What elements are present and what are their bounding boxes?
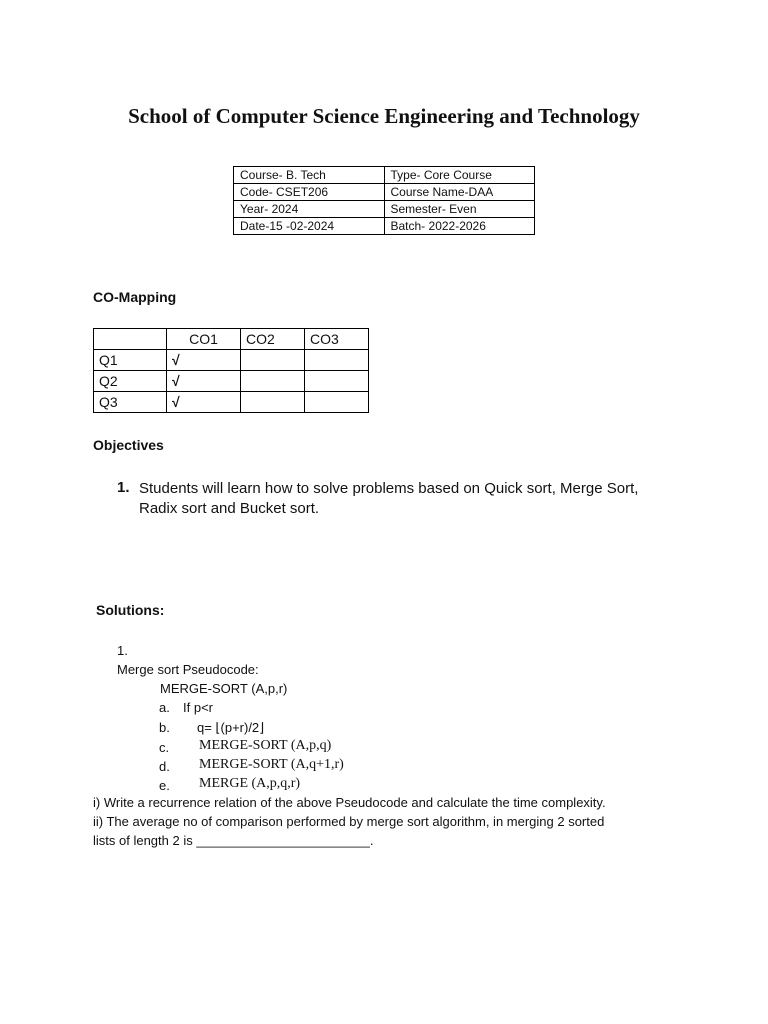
solution-intro: Merge sort Pseudocode: — [117, 662, 259, 677]
objective-number: 1. — [117, 479, 130, 496]
table-row — [94, 350, 369, 371]
step-text: q= ⌊(p+r)/2⌋ — [197, 720, 265, 735]
solutions-heading: Solutions: — [96, 602, 165, 618]
pseudocode-function: MERGE-SORT (A,p,r) — [160, 681, 288, 696]
table-cell: Date-15 -02-2024 — [234, 218, 385, 235]
objective-text: Students will learn how to solve problems based on Quick sort, Merge Sort, Radix sort and Bucket sort. — [139, 480, 639, 517]
table-header-cell — [94, 329, 167, 350]
table-cell — [241, 371, 305, 392]
step-text: MERGE-SORT (A,q+1,r) — [199, 757, 344, 772]
table-cell: Semester- Even — [384, 201, 535, 218]
table-header-cell: CO2 — [241, 329, 305, 350]
table-row — [94, 392, 369, 413]
step-letter: a. — [159, 700, 170, 715]
step-letter: b. — [159, 720, 170, 735]
check-mark: √ — [167, 392, 241, 413]
table-cell: Type- Core Course — [384, 167, 535, 184]
co-mapping-heading: CO-Mapping — [93, 289, 177, 305]
table-cell: Q1 — [94, 350, 167, 371]
step-text: MERGE (A,p,q,r) — [199, 776, 301, 791]
step-text: If p<r — [183, 700, 213, 715]
step-letter: e. — [159, 778, 170, 793]
page-title: School of Computer Science Engineering and Technology — [128, 104, 640, 128]
table-row — [234, 167, 535, 184]
table-cell — [305, 371, 369, 392]
table-cell — [305, 350, 369, 371]
table-cell — [241, 392, 305, 413]
question-text: i) Write a recurrence relation of the above Pseudocode and calculate the time complexity. — [93, 795, 606, 810]
check-mark: √ — [167, 371, 241, 392]
table-header-cell: CO3 — [305, 329, 369, 350]
step-letter: d. — [159, 759, 170, 774]
question-text: ii) The average no of comparison performed by merge sort algorithm, in merging 2 sorted — [93, 814, 605, 829]
table-row — [94, 371, 369, 392]
table-header-row — [94, 329, 369, 350]
table-cell: Course Name-DAA — [384, 184, 535, 201]
table-row — [234, 184, 535, 201]
table-header-cell: CO1 — [167, 329, 241, 350]
table-cell: Batch- 2022-2026 — [384, 218, 535, 235]
table-cell: Q3 — [94, 392, 167, 413]
table-cell — [241, 350, 305, 371]
solution-number: 1. — [117, 643, 128, 658]
step-text: MERGE-SORT (A,p,q) — [199, 738, 332, 753]
table-cell — [305, 392, 369, 413]
course-info-table — [233, 166, 535, 235]
table-row — [234, 201, 535, 218]
co-mapping-table — [93, 328, 369, 413]
step-letter: c. — [159, 740, 170, 755]
table-cell: Year- 2024 — [234, 201, 385, 218]
question-text: lists of length 2 is ________________________. — [93, 833, 374, 848]
table-cell: Q2 — [94, 371, 167, 392]
table-row — [234, 218, 535, 235]
check-mark: √ — [167, 350, 241, 371]
objectives-heading: Objectives — [93, 437, 164, 453]
table-cell: Course- B. Tech — [234, 167, 385, 184]
table-cell: Code- CSET206 — [234, 184, 385, 201]
